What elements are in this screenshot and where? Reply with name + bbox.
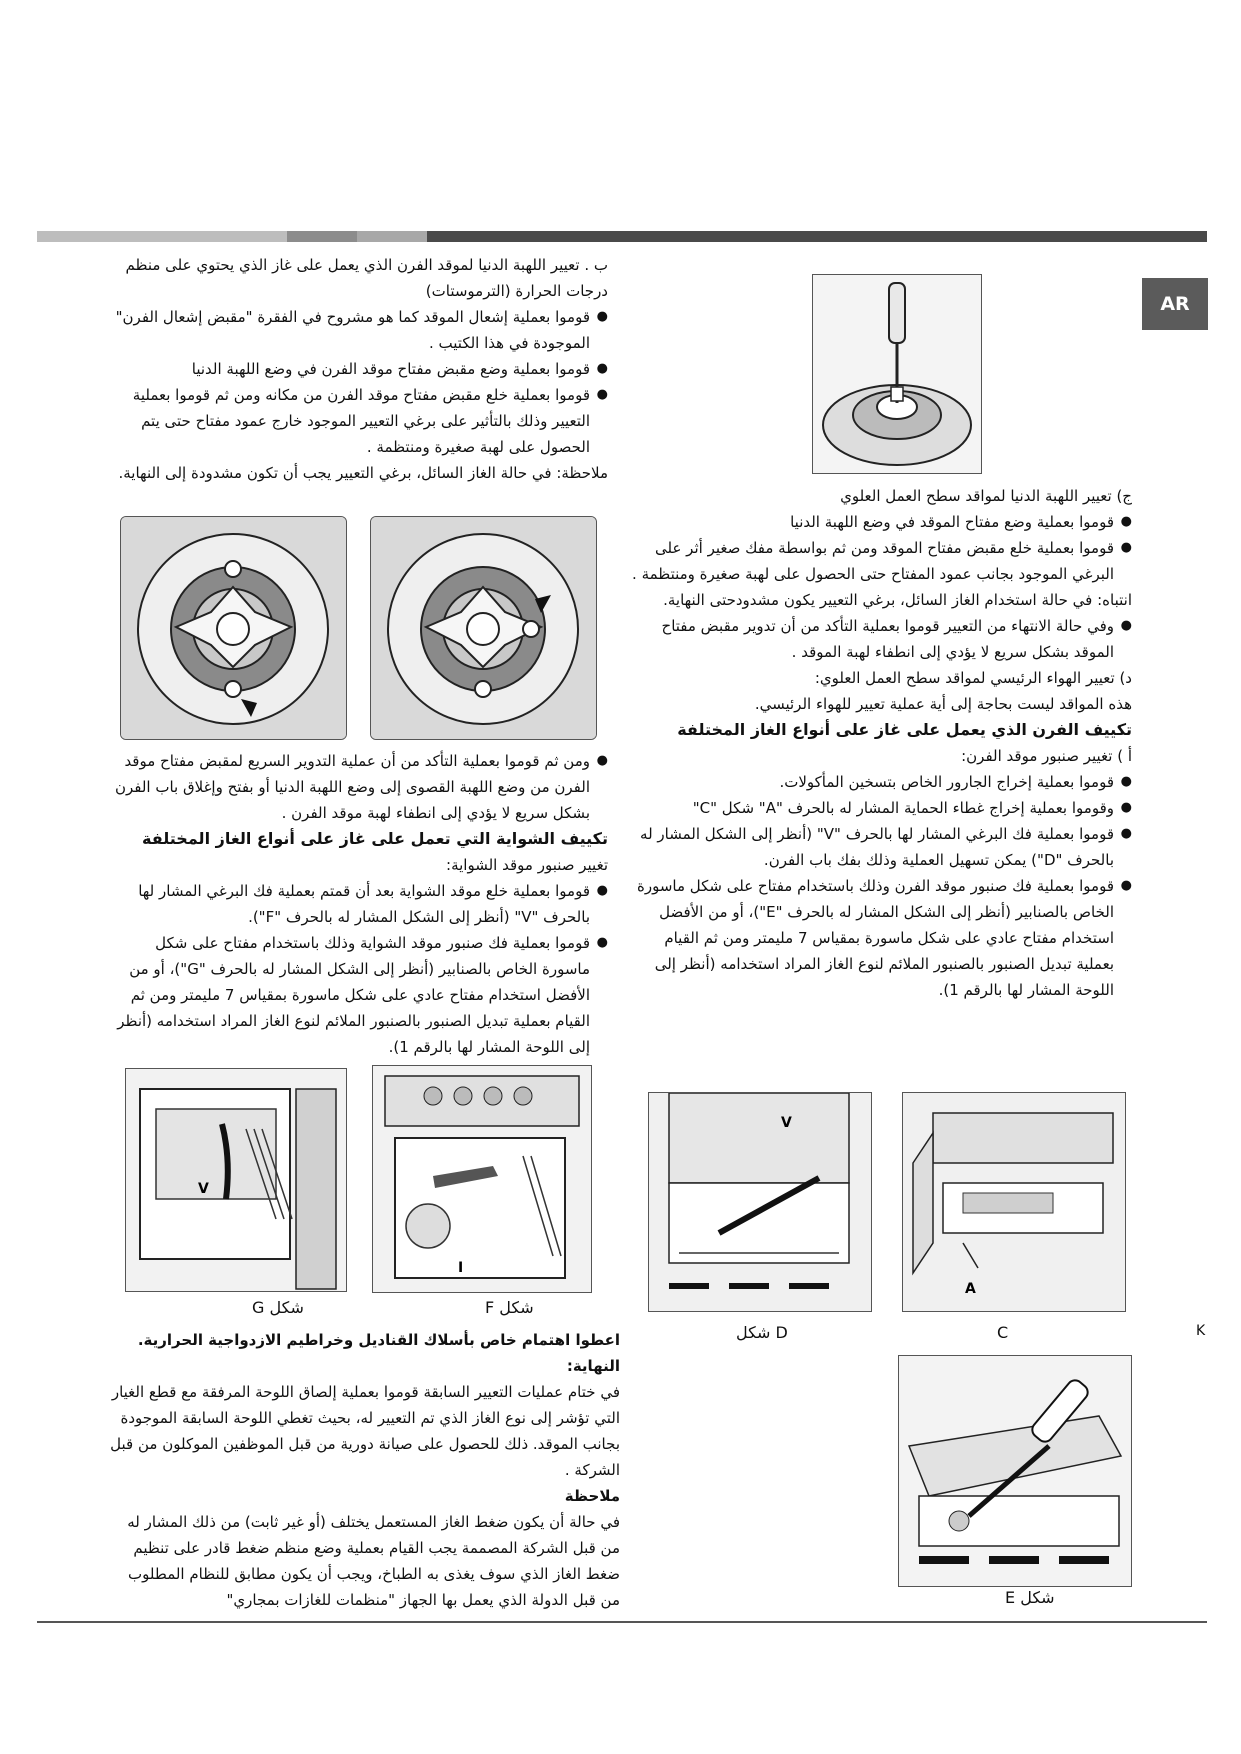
right-column-text (632, 483, 1132, 1003)
oven-interior-drawing (373, 1066, 591, 1292)
figure-burner-knob-right (370, 516, 597, 740)
bullet-item: ● قوموا بعملية وضع مفتاح الموقد في وضع اللهبة الدنيا (632, 509, 1132, 535)
caption-figure-c: C (997, 1323, 1009, 1342)
burner-knob-drawing (371, 517, 596, 739)
figure-label: I (458, 1260, 464, 1276)
oven-injector-subheading: أ ) تغيير صنبور موقد الفرن: (961, 747, 1132, 765)
figure-label: A (965, 1281, 976, 1297)
bullet-item: ● ومن ثم قوموا بعملية التأكد من أن عملية التدوير السريع لمقبض مفتاح موقد الفرن من وضع اللهبة القصوى إلى وضع اللهبة الدنيا أو بفتح وإغلاق باب الفرن بشكل سريع لا يؤدي إلى انطفاء لهبة موقد الفرن . (108, 748, 608, 826)
header-bar-segment (357, 231, 427, 242)
cooktop-min-flame-title: ج) تعيير اللهبة الدنيا لمواقد سطح العمل العلوي (840, 487, 1132, 505)
figure-f-grill-burner (372, 1065, 592, 1293)
bullet-item: ● قوموا بعملية وضع مقبض مفتاح موقد الفرن في وضع اللهبة الدنيا (108, 356, 608, 382)
bullet-item: ● وفي حالة الانتهاء من التعيير قوموا بعملية التأكد من أن تدوير مقبض مفتاح الموقد بشكل سريع لا يؤدي إلى انطفاء لهبة الموقد . (632, 613, 1132, 665)
left-column-top (108, 252, 608, 486)
primary-air-title: د) تعيير الهواء الرئيسي لمواقد سطح العمل العلوي: (814, 669, 1132, 687)
figure-c-protection-cover (902, 1092, 1126, 1312)
header-bar-segment (37, 231, 287, 242)
grill-adaptation-heading: تكييف الشواية التي تعمل على غاز على أنواع الغاز المختلفة (142, 829, 608, 848)
oven-drawer-drawing (903, 1093, 1125, 1311)
bullet-item: ● قوموا بعملية خلع مقبض مفتاح موقد الفرن من مكانه ومن ثم قوموا بعملية التعيير وذلك بالتأثير على برغي التعيير الموجود خارج عمود مفتاح حتى يتم الحصول على لهبة صغيرة ومنتظمة . (108, 382, 608, 460)
bullet-item: ● قوموا بعملية إخراج الجارور الخاص بتسخين المأكولات. (632, 769, 1132, 795)
figure-burner-knob-left (120, 516, 347, 740)
bullet-item: ● قوموا بعملية خلع موقد الشواية بعد أن قمتم بعملية فك البرغي المشار لها بالحرف "V" (أنظر إلى الشكل المشار له بالحرف "F"). (108, 878, 608, 930)
burner-knob-drawing (121, 517, 346, 739)
bullet-item: ● قوموا بعملية خلع مقبض مفتاح الموقد ومن ثم بواسطة مفك صغير أثر على البرغي الموجود بجانب عمود المفتاح حتى الحصول على لهبة صغيرة ومنتظمة . (632, 535, 1132, 587)
figure-label: V (781, 1115, 792, 1131)
end-heading: النهاية: (566, 1357, 620, 1375)
figure-screwdriver-burner (812, 274, 982, 474)
injector-wrench-drawing (899, 1356, 1131, 1586)
figure-g-grill-burner (125, 1068, 347, 1292)
caption-fragment: K (1196, 1323, 1206, 1339)
note-paragraph: في حالة أن يكون ضغط الغاز المستعمل يختلف (أو غير ثابت) من ذلك المشار له من قبل الشركة المصممة يجب القيام بعملية وضع منظم ضغط قادر على تنظيم ضغط الغاز الذي سوف يغذى به الطباخ، ويجب أن يكون مطابق للنظام المطلوب من قبل الدولة الذي يعمل بها الجهاز "منظمات للغازات بمجاري" (127, 1513, 620, 1609)
note-heading: ملاحظة (564, 1487, 620, 1505)
footer-line (37, 1621, 1207, 1623)
attention-paragraph: اعطوا اهتمام خاص بأسلاك القناديل وخراطيم الازدواجية الحرارية. (137, 1331, 620, 1349)
bullet-item: ● قوموا بعملية فك صنبور موقد الشواية وذلك باستخدام مفتاح على شكل ماسورة الخاص بالصنابير (أنظر إلى الشكل المشار له بالحرف "G")، أو من الأفضل استخدام مفتاح عادي على شكل ماسورة بمقياس 7 مليمتر ومن ثم القيام بعملية تبديل الصنبور بالصنبور الملائم لنوع الغاز المراد استخدامه (أنظر إلى اللوحة المشار لها بالرقم 1). (108, 930, 608, 1060)
figure-d-oven-screw (648, 1092, 872, 1312)
warning-paragraph: انتباه: في حالة استخدام الغاز السائل، برغي التعيير يكون مشدودحتى النهاية. (663, 591, 1132, 609)
figure-e-injector-wrench (898, 1355, 1132, 1587)
language-tab: AR (1142, 278, 1208, 330)
left-column-middle (108, 748, 608, 1060)
note-paragraph: ملاحظة: في حالة الغاز السائل، برغي التعيير يجب أن تكون مشدودة إلى النهاية. (118, 464, 608, 482)
header-bar-segment (287, 231, 357, 242)
oven-bottom-drawing (649, 1093, 871, 1311)
bullet-item: ● قوموا بعملية فك البرغي المشار لها بالحرف "V" (أنظر إلى الشكل المشار له بالحرف "D") يمكن تسهيل العملية وذلك بفك باب الفرن. (632, 821, 1132, 873)
screwdriver-adjust-drawing (813, 275, 981, 473)
caption-figure-g: شكل G (252, 1298, 304, 1317)
end-paragraph: في ختام عمليات التعيير السابقة قوموا بعملية إلصاق اللوحة المرفقة مع قطع الغيار التي تؤشر إلى نوع الغاز الذي تم التعيير له، بحيث تغطي اللوحة السابقة الموجودة بجانب الموقد. ذلك للحصول على صيانة دورية من قبل الموظفين الموكلون من قبل الشركة . (110, 1383, 620, 1479)
bullet-item: ● وقوموا بعملية إخراج غطاء الحماية المشار له بالحرف "A" شكل "C" (632, 795, 1132, 821)
caption-figure-d: D شكل (736, 1323, 788, 1342)
oven-interior-drawing (126, 1069, 346, 1291)
grill-subheading: تغيير صنبور موقد الشواية: (446, 856, 608, 874)
caption-figure-f: شكل F (485, 1298, 534, 1317)
oven-min-flame-title: ب . تعيير اللهبة الدنيا لموقد الفرن الذي يعمل على غاز الذي يحتوي على منظم درجات الحرارة (الترموستات) (125, 256, 608, 300)
caption-figure-e: شكل E (1005, 1588, 1055, 1607)
left-column-bottom (108, 1327, 620, 1613)
figure-label: V (198, 1181, 209, 1197)
oven-adaptation-heading: تكييف الفرن الذي يعمل على غاز على أنواع الغاز المختلفة (677, 720, 1132, 739)
bullet-item: ● قوموا بعملية فك صنبور موقد الفرن وذلك باستخدام مفتاح على شكل ماسورة الخاص بالصنابير (أنظر إلى الشكل المشار له بالحرف "E")، أو من الأفضل استخدام مفتاح عادي على شكل ماسورة بمقياس 7 مليمتر ومن ثم القيام بعملية تبديل الصنبور بالصنبور الملائم لنوع الغاز المراد استخدامه (أنظر إلى اللوحة المشار لها بالرقم 1). (632, 873, 1132, 1003)
primary-air-text: هذه المواقد ليست بحاجة إلى أية عملية تعيير للهواء الرئيسي. (754, 695, 1132, 713)
header-bar (37, 231, 1207, 242)
bullet-item: ● قوموا بعملية إشعال الموقد كما هو مشروح في الفقرة "مقبض إشعال الفرن" الموجودة في هذا الكتيب . (108, 304, 608, 356)
